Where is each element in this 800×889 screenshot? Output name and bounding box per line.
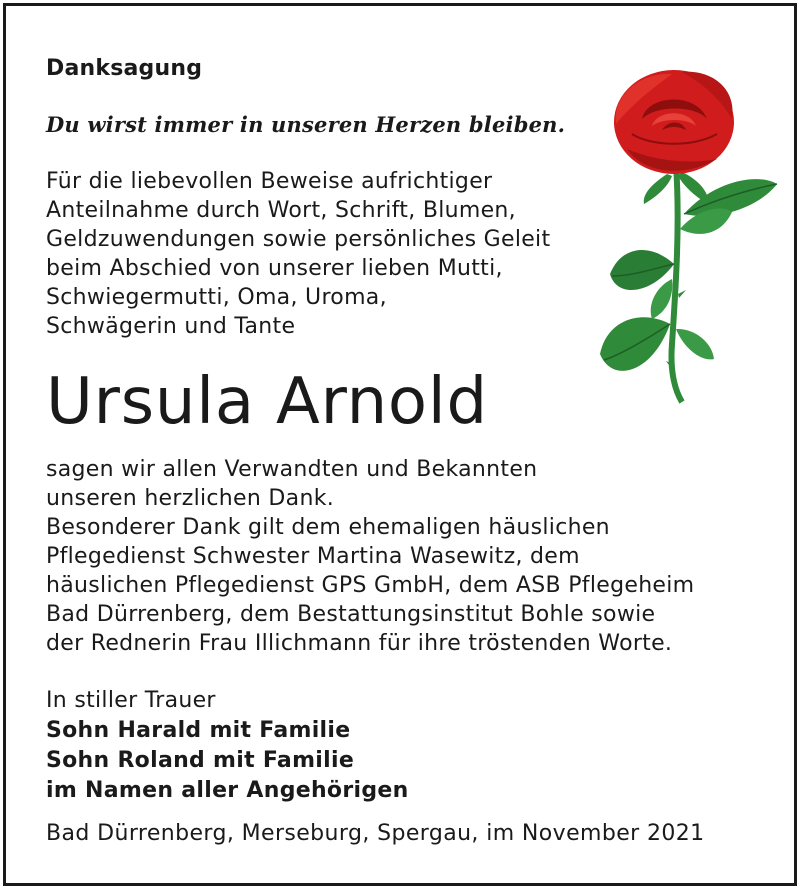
intro-line: Für die liebevollen Beweise aufrichtiger — [46, 169, 493, 194]
motto: Du wirst immer in unseren Herzen bleiben. — [46, 112, 566, 137]
leaf — [676, 329, 714, 359]
leaf — [600, 317, 670, 371]
sepal — [644, 174, 672, 204]
mourning-label: In stiller Trauer — [46, 688, 216, 713]
obituary-notice — [3, 3, 797, 886]
intro-line: Anteilnahme durch Wort, Schrift, Blumen, — [46, 198, 516, 223]
thanks-paragraph — [46, 455, 694, 658]
thanks-line: Pflegedienst Schwester Martina Wasewitz, dem — [46, 544, 580, 569]
mourner: im Namen aller Angehörigen — [46, 778, 409, 803]
deceased-name: Ursula Arnold — [46, 365, 488, 439]
thorn — [678, 290, 686, 298]
mourner: Sohn Roland mit Familie — [46, 748, 355, 773]
intro-line: Schwägerin und Tante — [46, 314, 296, 339]
thanks-line: unseren herzlichen Dank. — [46, 486, 335, 511]
signature-block — [46, 686, 409, 806]
thanks-line: Bad Dürrenberg, dem Bestattungsinstitut Bohle sowie — [46, 602, 656, 627]
intro-paragraph — [46, 167, 550, 341]
intro-line: Geldzuwendungen sowie persönliches Geleit — [46, 227, 551, 252]
leaf — [651, 279, 673, 319]
mourner: Sohn Harald mit Familie — [46, 718, 351, 743]
place-date: Bad Dürrenberg, Merseburg, Spergau, im November 2021 — [46, 821, 705, 846]
intro-line: beim Abschied von unserer lieben Mutti, — [46, 256, 503, 281]
thanks-line: häuslichen Pflegedienst GPS GmbH, dem ASB Pflegeheim — [46, 573, 695, 598]
thanks-line: Besonderer Dank gilt dem ehemaligen häuslichen — [46, 515, 610, 540]
red-rose-icon — [572, 64, 792, 409]
thanks-line: der Rednerin Frau Illichmann für ihre tröstenden Worte. — [46, 631, 673, 656]
heading: Danksagung — [46, 56, 203, 81]
thanks-line: sagen wir allen Verwandten und Bekannten — [46, 457, 538, 482]
intro-line: Schwiegermutti, Oma, Uroma, — [46, 285, 387, 310]
sepal — [678, 172, 708, 204]
rose-stem — [671, 164, 682, 402]
